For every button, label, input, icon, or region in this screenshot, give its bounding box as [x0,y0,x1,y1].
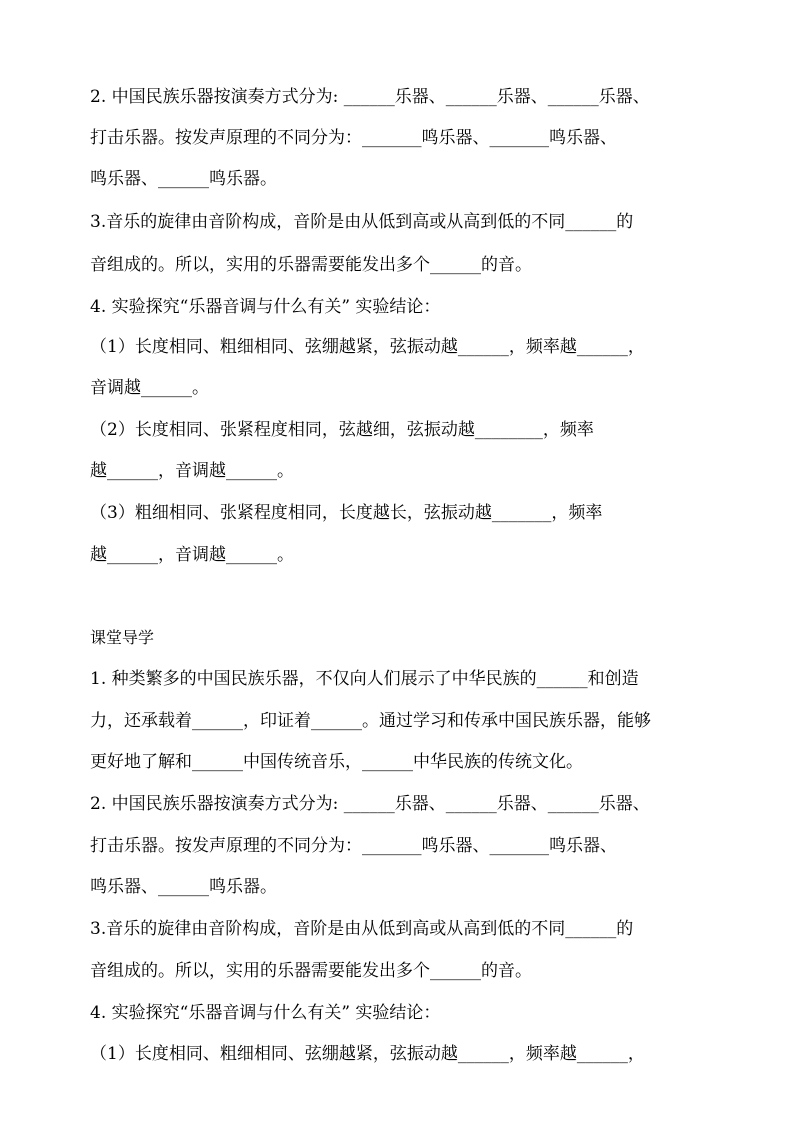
guide-line-3: 更好地了解和______中国传统音乐，______中华民族的传统文化。 [90,752,583,772]
guide-line-10: （1）长度相同、粗细相同、弦绷越紧，弦振动越______，频率越______， [90,1044,645,1064]
guide-line-8: 音组成的。所以，实用的乐器需要能发出多个______的音。 [90,961,532,981]
section-title: 课堂导学 [90,628,155,647]
top-line-8: 音调越______。 [90,378,209,398]
top-line-7: （1）长度相同、粗细相同、弦绷越紧，弦振动越______，频率越______， [90,337,645,357]
top-line-6: 4. 实验探究“乐器音调与什么有关” 实验结论： [90,297,441,317]
guide-line-2: 力，还承载着______，印证着______。通过学习和传承中国民族乐器，能够 [90,711,651,731]
top-line-12: 越______，音调越______。 [90,545,294,565]
top-line-3: 鸣乐器、______鸣乐器。 [90,169,277,189]
guide-line-7: 3.音乐的旋律由音阶构成，音阶是由从低到高或从高到低的不同______的 [90,919,634,939]
top-line-2: 打击乐器。按发声原理的不同分为：_______鸣乐器、_______鸣乐器、 [90,128,617,148]
guide-line-5: 打击乐器。按发声原理的不同分为：_______鸣乐器、_______鸣乐器、 [90,836,617,856]
top-line-9: （2）长度相同、张紧程度相同，弦越细，弦振动越________，频率 [90,420,594,440]
top-line-5: 音组成的。所以，实用的乐器需要能发出多个______的音。 [90,255,532,275]
top-line-1: 2. 中国民族乐器按演奏方式分为: ______乐器、______乐器、______乐器、 [90,87,650,107]
guide-line-6: 鸣乐器、______鸣乐器。 [90,877,277,897]
guide-line-4: 2. 中国民族乐器按演奏方式分为: ______乐器、______乐器、______乐器、 [90,794,650,814]
guide-line-9: 4. 实验探究“乐器音调与什么有关” 实验结论： [90,1003,441,1023]
top-line-10: 越______，音调越______。 [90,461,294,481]
top-line-11: （3）粗细相同、张紧程度相同，长度越长，弦振动越_______，频率 [90,503,603,523]
guide-line-1: 1. 种类繁多的中国民族乐器，不仅向人们展示了中华民族的______和创造 [90,669,639,689]
top-line-4: 3.音乐的旋律由音阶构成，音阶是由从低到高或从高到低的不同______的 [90,212,634,232]
